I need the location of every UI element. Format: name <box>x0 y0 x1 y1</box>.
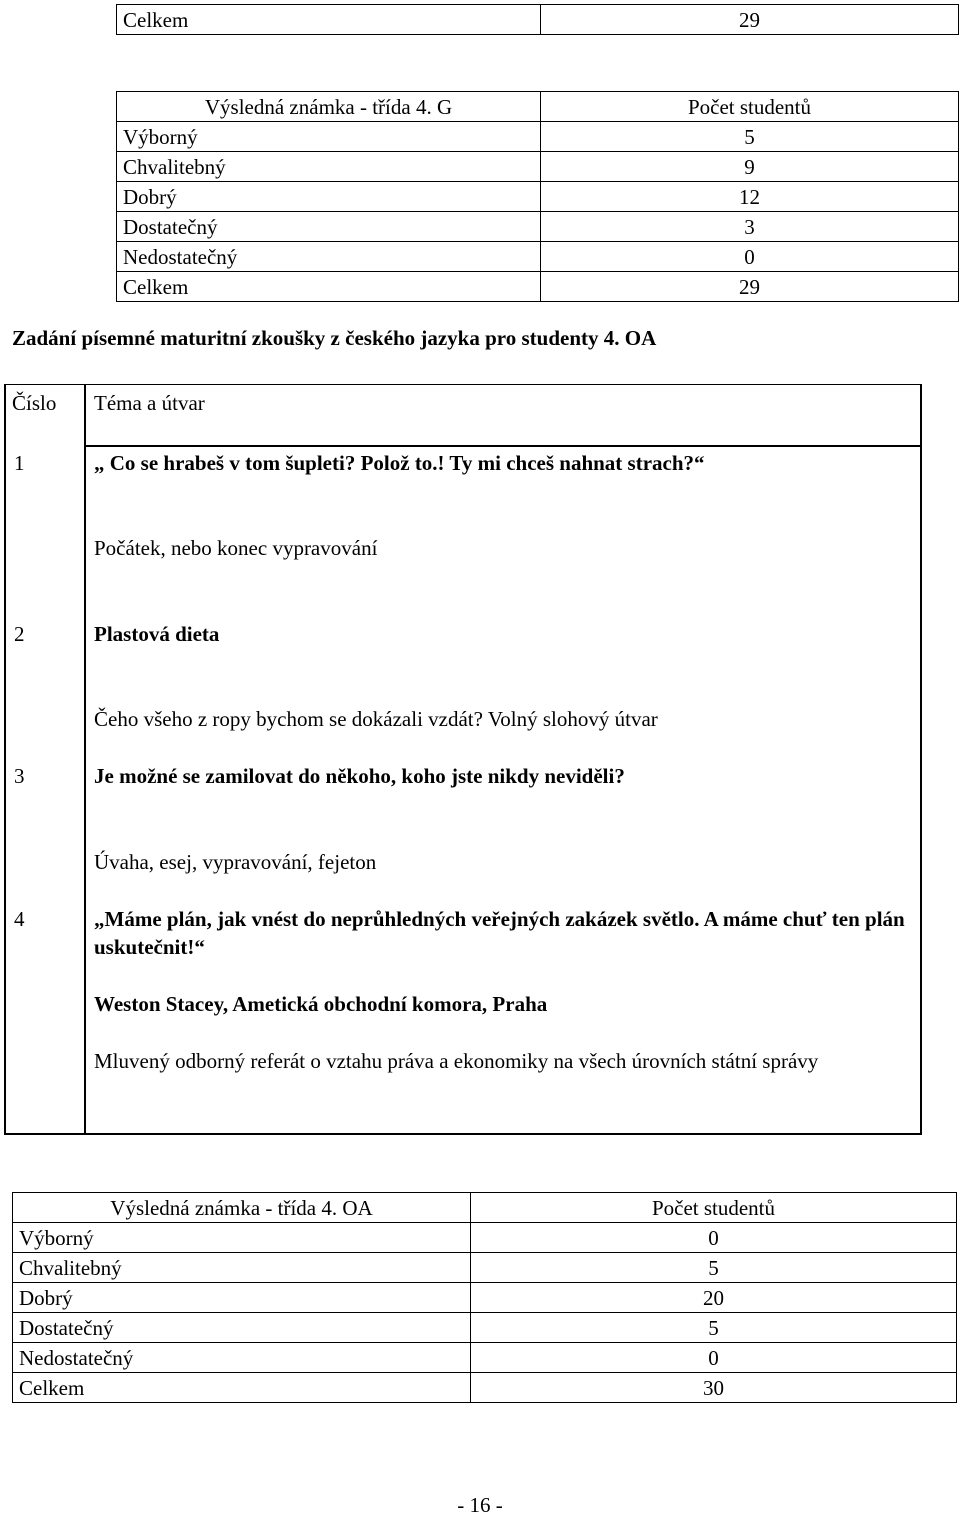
number-column-header: Číslo <box>12 391 57 415</box>
table-row <box>117 122 959 152</box>
count-cell: 5 <box>541 122 959 152</box>
count-cell: 0 <box>471 1223 957 1253</box>
table-row <box>117 272 959 302</box>
grade-cell: Dobrý <box>117 182 541 212</box>
count-cell: 9 <box>541 152 959 182</box>
table-row <box>13 1253 957 1283</box>
topic-title: Je možné se zamilovat do někoho, koho jste nikdy neviděli? <box>94 764 625 788</box>
total-label: Celkem <box>117 5 541 35</box>
grade-cell: Nedostatečný <box>117 242 541 272</box>
grade-cell: Nedostatečný <box>13 1343 471 1373</box>
topic-number: 1 <box>14 451 25 475</box>
table-header-row <box>13 1193 957 1223</box>
topic-form: Čeho všeho z ropy bychom se dokázali vzdát? Volný slohový útvar <box>94 707 658 731</box>
table-header-row <box>117 92 959 122</box>
count-cell: 0 <box>541 242 959 272</box>
top-total-table <box>116 4 959 35</box>
grade-cell: Celkem <box>117 272 541 302</box>
topic-form: Mluvený odborný referát o vztahu práva a ekonomiky na všech úrovních státní správy <box>94 1049 819 1073</box>
topic-number: 3 <box>14 764 25 788</box>
grade-cell: Dobrý <box>13 1283 471 1313</box>
table-row <box>13 1313 957 1343</box>
grade-cell: Chvalitebný <box>117 152 541 182</box>
table-row <box>13 1283 957 1313</box>
count-cell: 3 <box>541 212 959 242</box>
table-row <box>117 152 959 182</box>
exam-heading: Zadání písemné maturitní zkoušky z českého jazyka pro studenty 4. OA <box>12 326 657 350</box>
grade-cell: Chvalitebný <box>13 1253 471 1283</box>
total-value: 29 <box>541 5 959 35</box>
grade-cell: Výborný <box>117 122 541 152</box>
grade-column-header: Výsledná známka - třída 4. G <box>117 92 541 122</box>
table-row <box>117 242 959 272</box>
table-row <box>117 5 959 35</box>
count-cell: 0 <box>471 1343 957 1373</box>
column-divider <box>84 385 86 1133</box>
count-cell: 29 <box>541 272 959 302</box>
table-row <box>13 1223 957 1253</box>
topic-column-header: Téma a útvar <box>94 391 205 415</box>
count-cell: 20 <box>471 1283 957 1313</box>
count-column-header: Počet studentů <box>471 1193 957 1223</box>
topic-title: „ Co se hrabeš v tom šupleti? Polož to.! Ty mi chceš nahnat strach?“ <box>94 451 705 475</box>
table-row <box>117 212 959 242</box>
table-row <box>117 182 959 212</box>
grade-cell: Dostatečný <box>13 1313 471 1343</box>
topic-title: „Máme plán, jak vnést do neprůhledných veřejných zakázek světlo. A máme chuť ten plán uskutečnit!“ <box>94 907 905 959</box>
table-row <box>13 1373 957 1403</box>
page-number: - 16 - <box>457 1493 503 1517</box>
count-cell: 30 <box>471 1373 957 1403</box>
count-column-header: Počet studentů <box>541 92 959 122</box>
topic-title: Plastová dieta <box>94 622 220 646</box>
topic-form: Počátek, nebo konec vypravování <box>94 536 378 560</box>
topic-number: 4 <box>14 907 25 931</box>
grades-table-4g <box>116 91 959 302</box>
header-divider <box>86 445 920 447</box>
topics-table <box>4 384 922 1135</box>
grades-table-4oa <box>12 1192 957 1403</box>
topic-number: 2 <box>14 622 25 646</box>
grade-column-header: Výsledná známka - třída 4. OA <box>13 1193 471 1223</box>
grade-cell: Výborný <box>13 1223 471 1253</box>
grade-cell: Celkem <box>13 1373 471 1403</box>
topic-form: Úvaha, esej, vypravování, fejeton <box>94 850 377 874</box>
table-row <box>13 1343 957 1373</box>
count-cell: 5 <box>471 1313 957 1343</box>
count-cell: 12 <box>541 182 959 212</box>
count-cell: 5 <box>471 1253 957 1283</box>
topic-author: Weston Stacey, Ametická obchodní komora, Praha <box>94 992 548 1016</box>
grade-cell: Dostatečný <box>117 212 541 242</box>
